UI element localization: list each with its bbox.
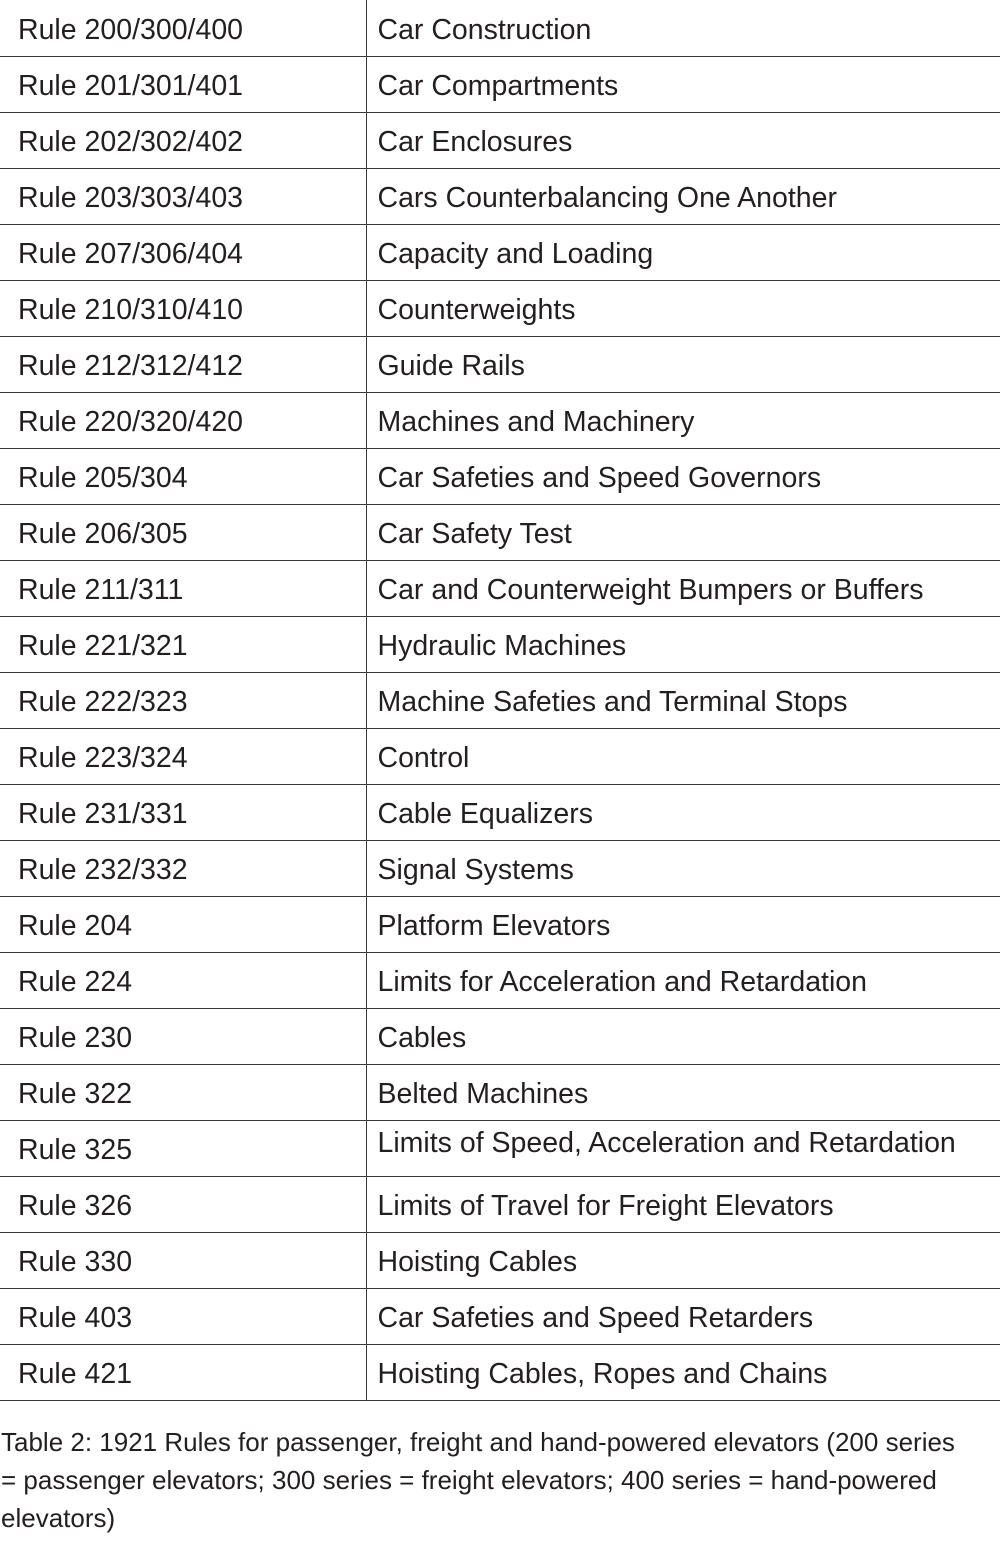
rule-number-cell: Rule 211/311 <box>0 561 366 617</box>
rule-title-cell: Signal Systems <box>366 841 1000 897</box>
table-row <box>0 1121 1000 1177</box>
rule-number-cell: Rule 212/312/412 <box>0 337 366 393</box>
rule-number-cell: Rule 202/302/402 <box>0 113 366 169</box>
table-row <box>0 449 1000 505</box>
rule-title-cell: Cable Equalizers <box>366 785 1000 841</box>
rule-title-cell: Car Safeties and Speed Governors <box>366 449 1000 505</box>
rule-number-cell: Rule 207/306/404 <box>0 225 366 281</box>
rule-number-cell: Rule 230 <box>0 1009 366 1065</box>
rule-title-cell: Capacity and Loading <box>366 225 1000 281</box>
rule-number-cell: Rule 220/320/420 <box>0 393 366 449</box>
table-row <box>0 673 1000 729</box>
table-row <box>0 0 1000 57</box>
table-row <box>0 953 1000 1009</box>
table-row <box>0 1009 1000 1065</box>
table-row <box>0 1177 1000 1233</box>
rule-title-cell: Guide Rails <box>366 337 1000 393</box>
rule-title-cell: Cables <box>366 1009 1000 1065</box>
rule-title-cell: Counterweights <box>366 281 1000 337</box>
rule-title-cell: Car Compartments <box>366 57 1000 113</box>
table-row <box>0 1345 1000 1401</box>
rule-number-cell: Rule 224 <box>0 953 366 1009</box>
table-row <box>0 1289 1000 1345</box>
table-caption: Table 2: 1921 Rules for passenger, freight and hand-powered elevators (200 series = passenger elevators; 300 series = freight elevators; 400 series = hand-powered elevators) <box>1 1427 955 1533</box>
rule-number-cell: Rule 223/324 <box>0 729 366 785</box>
rule-number-cell: Rule 203/303/403 <box>0 169 366 225</box>
rule-title-cell: Machine Safeties and Terminal Stops <box>366 673 1000 729</box>
rule-title-cell: Car Enclosures <box>366 113 1000 169</box>
rule-number-cell: Rule 222/323 <box>0 673 366 729</box>
rule-number-cell: Rule 326 <box>0 1177 366 1233</box>
table-row <box>0 505 1000 561</box>
table-row <box>0 841 1000 897</box>
table-row <box>0 729 1000 785</box>
table-row <box>0 561 1000 617</box>
rule-number-cell: Rule 206/305 <box>0 505 366 561</box>
rule-title-cell: Hydraulic Machines <box>366 617 1000 673</box>
rule-title-cell: Limits for Acceleration and Retardation <box>366 953 1000 1009</box>
rule-number-cell: Rule 200/300/400 <box>0 0 366 57</box>
rule-number-cell: Rule 231/331 <box>0 785 366 841</box>
rule-title-cell: Platform Elevators <box>366 897 1000 953</box>
rule-title-cell: Car Construction <box>377 14 592 46</box>
rule-number-cell: Rule 221/321 <box>0 617 366 673</box>
table-row <box>0 225 1000 281</box>
rule-number-cell: Rule 325 <box>0 1121 366 1177</box>
table-row <box>0 617 1000 673</box>
rule-title-cell: Machines and Machinery <box>366 393 1000 449</box>
rule-number-cell: Rule 210/310/410 <box>0 281 366 337</box>
rule-number-cell: Rule 201/301/401 <box>0 57 366 113</box>
table-row <box>0 897 1000 953</box>
rule-title-cell: Car Safety Test <box>366 505 1000 561</box>
rule-number-cell: Rule 205/304 <box>0 449 366 505</box>
rule-number-cell: Rule 421 <box>0 1345 366 1401</box>
rule-title-cell: Car Safeties and Speed Retarders <box>366 1289 1000 1345</box>
table-row <box>0 113 1000 169</box>
rule-title-cell: Control <box>366 729 1000 785</box>
rule-title-cell: Belted Machines <box>366 1065 1000 1121</box>
rule-title-cell: Hoisting Cables, Ropes and Chains <box>366 1345 1000 1401</box>
rule-number-cell: Rule 204 <box>0 897 366 953</box>
table-row <box>0 785 1000 841</box>
table-row <box>0 1065 1000 1121</box>
rule-title-cell: Cars Counterbalancing One Another <box>366 169 1000 225</box>
rule-number-cell: Rule 403 <box>0 1289 366 1345</box>
table-row <box>0 337 1000 393</box>
rule-number-cell: Rule 232/332 <box>0 841 366 897</box>
rule-number-cell: Rule 330 <box>0 1233 366 1289</box>
rule-title-cell: Limits of Travel for Freight Elevators <box>366 1177 1000 1233</box>
rule-title-cell: Car and Counterweight Bumpers or Buffers <box>366 561 1000 617</box>
table-row <box>0 1233 1000 1289</box>
table-row <box>0 57 1000 113</box>
rule-title-cell: Hoisting Cables <box>366 1233 1000 1289</box>
table-row <box>0 393 1000 449</box>
rule-number-cell: Rule 322 <box>0 1065 366 1121</box>
table-row <box>0 169 1000 225</box>
rule-title-cell: Limits of Speed, Acceleration and Retardation <box>366 1121 1000 1177</box>
table-row <box>0 281 1000 337</box>
